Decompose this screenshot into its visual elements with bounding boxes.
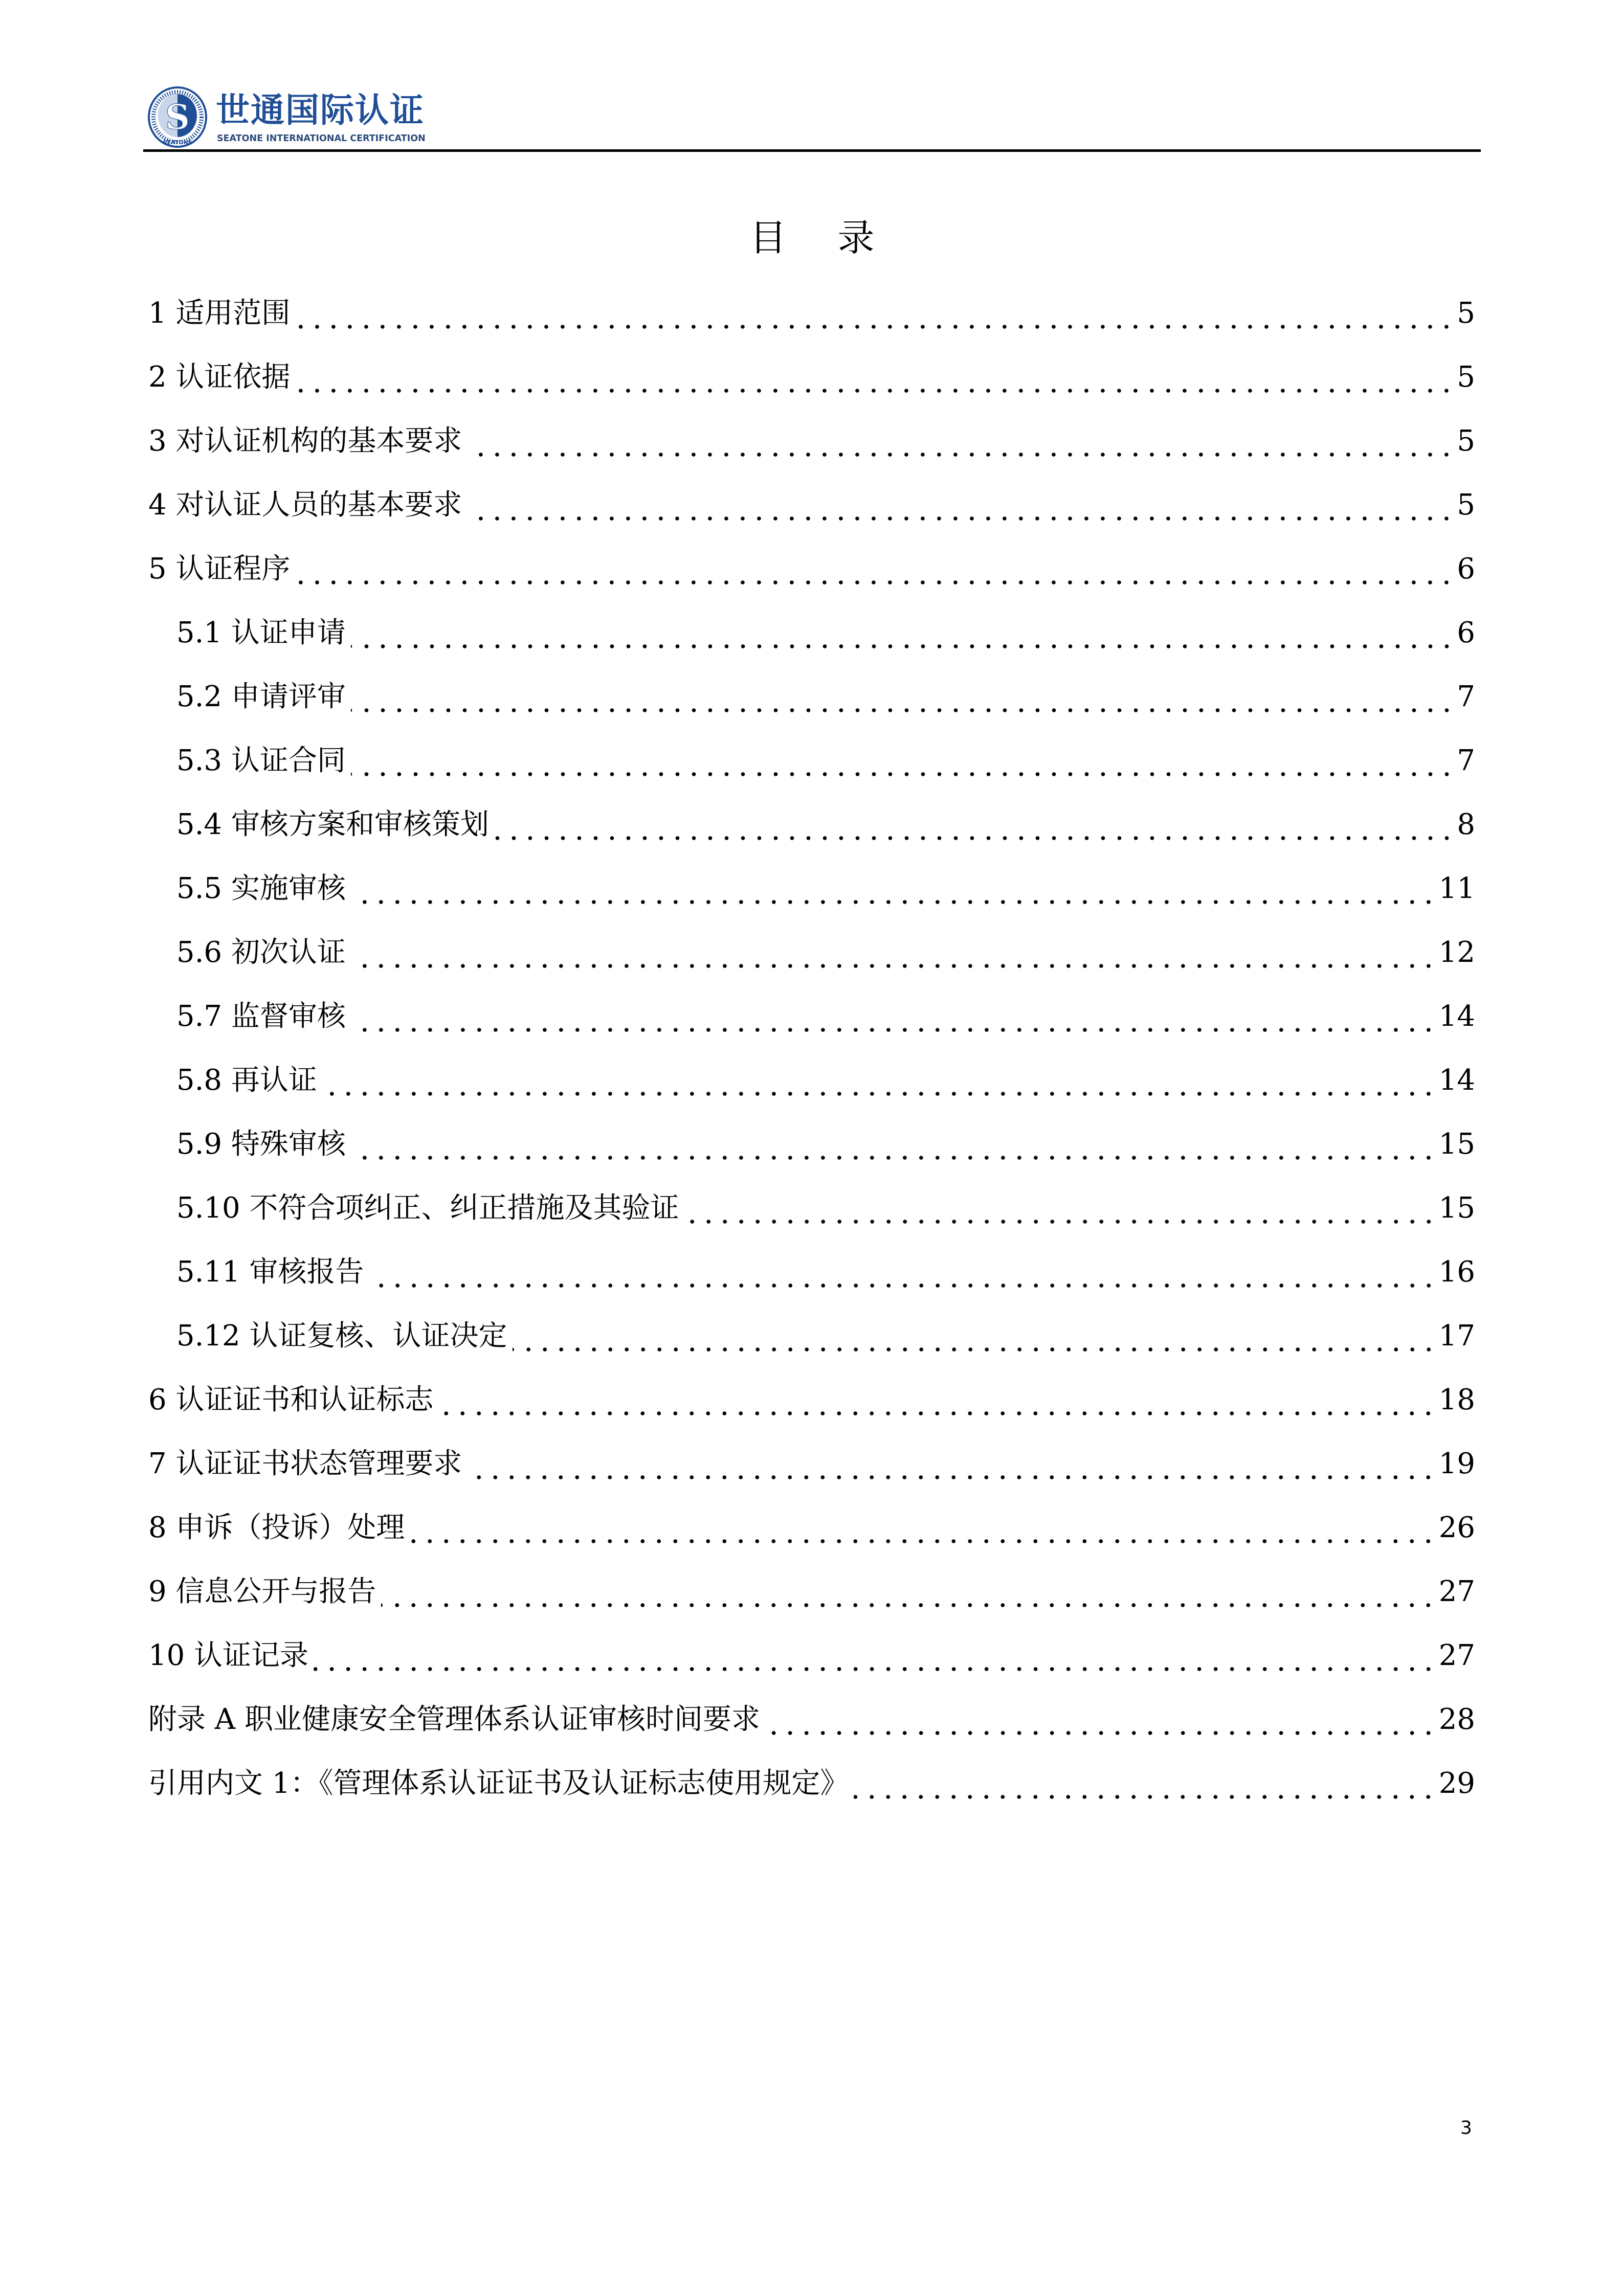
- toc-entry-page[interactable]: 26: [1438, 1511, 1475, 1544]
- toc-entry[interactable]: [148, 1624, 1475, 1687]
- toc-entry-label[interactable]: 5.6 初次认证: [176, 936, 346, 969]
- toc-entry-label[interactable]: 9 信息公开与报告: [148, 1575, 376, 1608]
- toc-entry[interactable]: [148, 1496, 1475, 1560]
- toc-entry-page[interactable]: 5: [1457, 361, 1475, 394]
- toc-dot-leader: [292, 281, 1455, 345]
- toc-entry[interactable]: [148, 601, 1475, 665]
- toc-entry[interactable]: [148, 665, 1475, 729]
- toc-dot-leader: [292, 537, 1455, 601]
- toc-entry-label[interactable]: 5.8 再认证: [176, 1064, 317, 1097]
- toc-entry-label[interactable]: 5.1 认证申请: [176, 616, 346, 649]
- toc-entry[interactable]: [148, 1240, 1475, 1304]
- toc-entry-label[interactable]: 5.7 监督审核: [176, 1000, 346, 1033]
- toc-entry-page[interactable]: 7: [1457, 744, 1475, 777]
- toc-entry-label[interactable]: 5.11 审核报告: [176, 1255, 364, 1289]
- toc-entry[interactable]: [148, 537, 1475, 601]
- toc-entry[interactable]: [148, 345, 1475, 409]
- toc-dot-leader: [681, 1176, 1437, 1240]
- toc-entry[interactable]: [148, 1176, 1475, 1240]
- company-logo-chinese: 世通国际认证: [216, 91, 425, 130]
- toc-entry-page[interactable]: 14: [1438, 1000, 1475, 1033]
- toc-dot-leader: [348, 984, 1437, 1048]
- seatone-emblem-icon: [147, 86, 208, 148]
- toc-entry-page[interactable]: 15: [1438, 1191, 1475, 1225]
- toc-dot-leader: [851, 1751, 1436, 1815]
- toc-dot-leader: [464, 1432, 1436, 1496]
- toc-entry[interactable]: [148, 281, 1475, 345]
- toc-entry-page[interactable]: 14: [1438, 1064, 1475, 1097]
- toc-entry-label[interactable]: 10 认证记录: [148, 1639, 309, 1672]
- toc-dot-leader: [348, 920, 1437, 984]
- toc-entry[interactable]: [148, 1751, 1475, 1815]
- toc-entry-label[interactable]: 4 对认证人员的基本要求: [148, 488, 462, 522]
- toc-entry[interactable]: [148, 409, 1475, 473]
- toc-entry-page[interactable]: 18: [1438, 1383, 1475, 1416]
- toc-entry-page[interactable]: 11: [1438, 872, 1475, 905]
- toc-entry-page[interactable]: 27: [1438, 1575, 1475, 1608]
- toc-entry-label[interactable]: 附录 A 职业健康安全管理体系认证审核时间要求: [148, 1703, 761, 1736]
- toc-dot-leader: [464, 409, 1455, 473]
- toc-dot-leader: [348, 729, 1455, 793]
- toc-entry[interactable]: [148, 1368, 1475, 1432]
- toc-dot-leader: [348, 601, 1455, 665]
- toc-dot-leader: [348, 665, 1455, 729]
- toc-entry-page[interactable]: 16: [1438, 1255, 1475, 1289]
- toc-entry-label[interactable]: 1 适用范围: [148, 297, 291, 330]
- toc-dot-leader: [509, 1304, 1437, 1368]
- toc-dot-leader: [762, 1687, 1437, 1751]
- toc-entry[interactable]: [148, 1112, 1475, 1176]
- toc-entry-page[interactable]: 27: [1438, 1639, 1475, 1672]
- toc-entry-label[interactable]: 引用内文 1：《管理体系认证证书及认证标志使用规定》: [148, 1767, 849, 1800]
- toc-entry-page[interactable]: 7: [1457, 680, 1475, 713]
- toc-entry[interactable]: [148, 473, 1475, 537]
- toc-dot-leader: [378, 1560, 1436, 1624]
- toc-dot-leader: [292, 345, 1455, 409]
- toc-entry-page[interactable]: 5: [1457, 297, 1475, 330]
- toc-entry-label[interactable]: 8 申诉（投诉）处理: [148, 1511, 405, 1544]
- toc-entry-page[interactable]: 17: [1438, 1319, 1475, 1353]
- toc-entry[interactable]: [148, 793, 1475, 857]
- toc-entry-label[interactable]: 6 认证证书和认证标志: [148, 1383, 434, 1416]
- toc-entry[interactable]: [148, 729, 1475, 793]
- toc-dot-leader: [348, 1112, 1437, 1176]
- toc-entry-label[interactable]: 5.4 审核方案和审核策划: [176, 808, 489, 841]
- svg-text:SEATONE: SEATONE: [163, 139, 192, 146]
- toc-dot-leader: [348, 857, 1437, 920]
- svg-text:S: S: [165, 97, 190, 137]
- toc-dot-leader: [464, 473, 1455, 537]
- toc-entry[interactable]: [148, 920, 1475, 984]
- toc-dot-leader: [366, 1240, 1437, 1304]
- toc-entry-page[interactable]: 5: [1457, 488, 1475, 522]
- toc-entry-page[interactable]: 8: [1457, 808, 1475, 841]
- toc-entry-page[interactable]: 12: [1438, 936, 1475, 969]
- toc-entry[interactable]: [148, 1432, 1475, 1496]
- table-of-contents: [148, 281, 1475, 1815]
- toc-entry-label[interactable]: 3 对认证机构的基本要求: [148, 424, 462, 458]
- toc-entry-label[interactable]: 5 认证程序: [148, 552, 291, 586]
- toc-entry[interactable]: [148, 1687, 1475, 1751]
- toc-entry-label[interactable]: 7 认证证书状态管理要求: [148, 1447, 462, 1480]
- toc-dot-leader: [319, 1048, 1437, 1112]
- toc-entry-label[interactable]: 5.9 特殊审核: [176, 1128, 346, 1161]
- toc-entry-label[interactable]: 5.10 不符合项纠正、纠正措施及其验证: [176, 1191, 679, 1225]
- title-char-2: 录: [837, 216, 875, 259]
- toc-entry-page[interactable]: 28: [1438, 1703, 1475, 1736]
- company-logo-english: SEATONE INTERNATIONAL CERTIFICATION: [217, 133, 426, 144]
- toc-entry-label[interactable]: 5.3 认证合同: [176, 744, 346, 777]
- toc-entry[interactable]: [148, 1304, 1475, 1368]
- toc-entry-page[interactable]: 6: [1457, 552, 1475, 586]
- toc-dot-leader: [407, 1496, 1436, 1560]
- toc-entry-label[interactable]: 5.5 实施审核: [176, 872, 346, 905]
- toc-entry-page[interactable]: 29: [1438, 1767, 1475, 1800]
- page-number: 3: [1460, 2118, 1472, 2139]
- toc-dot-leader: [491, 793, 1455, 857]
- header-divider: [143, 149, 1481, 152]
- toc-entry-page[interactable]: 5: [1457, 424, 1475, 458]
- toc-entry-label[interactable]: 5.2 申请评审: [176, 680, 346, 713]
- toc-entry-label[interactable]: 5.12 认证复核、认证决定: [176, 1319, 507, 1353]
- toc-entry[interactable]: [148, 984, 1475, 1048]
- page-title: [0, 215, 1624, 261]
- toc-dot-leader: [310, 1624, 1437, 1687]
- toc-entry-page[interactable]: 19: [1438, 1447, 1475, 1480]
- title-char-1: 目: [749, 216, 787, 259]
- toc-entry-page[interactable]: 15: [1438, 1128, 1475, 1161]
- toc-entry[interactable]: [148, 1560, 1475, 1624]
- toc-entry[interactable]: [148, 1048, 1475, 1112]
- toc-entry-page[interactable]: 6: [1457, 616, 1475, 649]
- toc-entry[interactable]: [148, 857, 1475, 920]
- toc-dot-leader: [435, 1368, 1436, 1432]
- toc-entry-label[interactable]: 2 认证依据: [148, 361, 291, 394]
- page-header: [143, 82, 1481, 153]
